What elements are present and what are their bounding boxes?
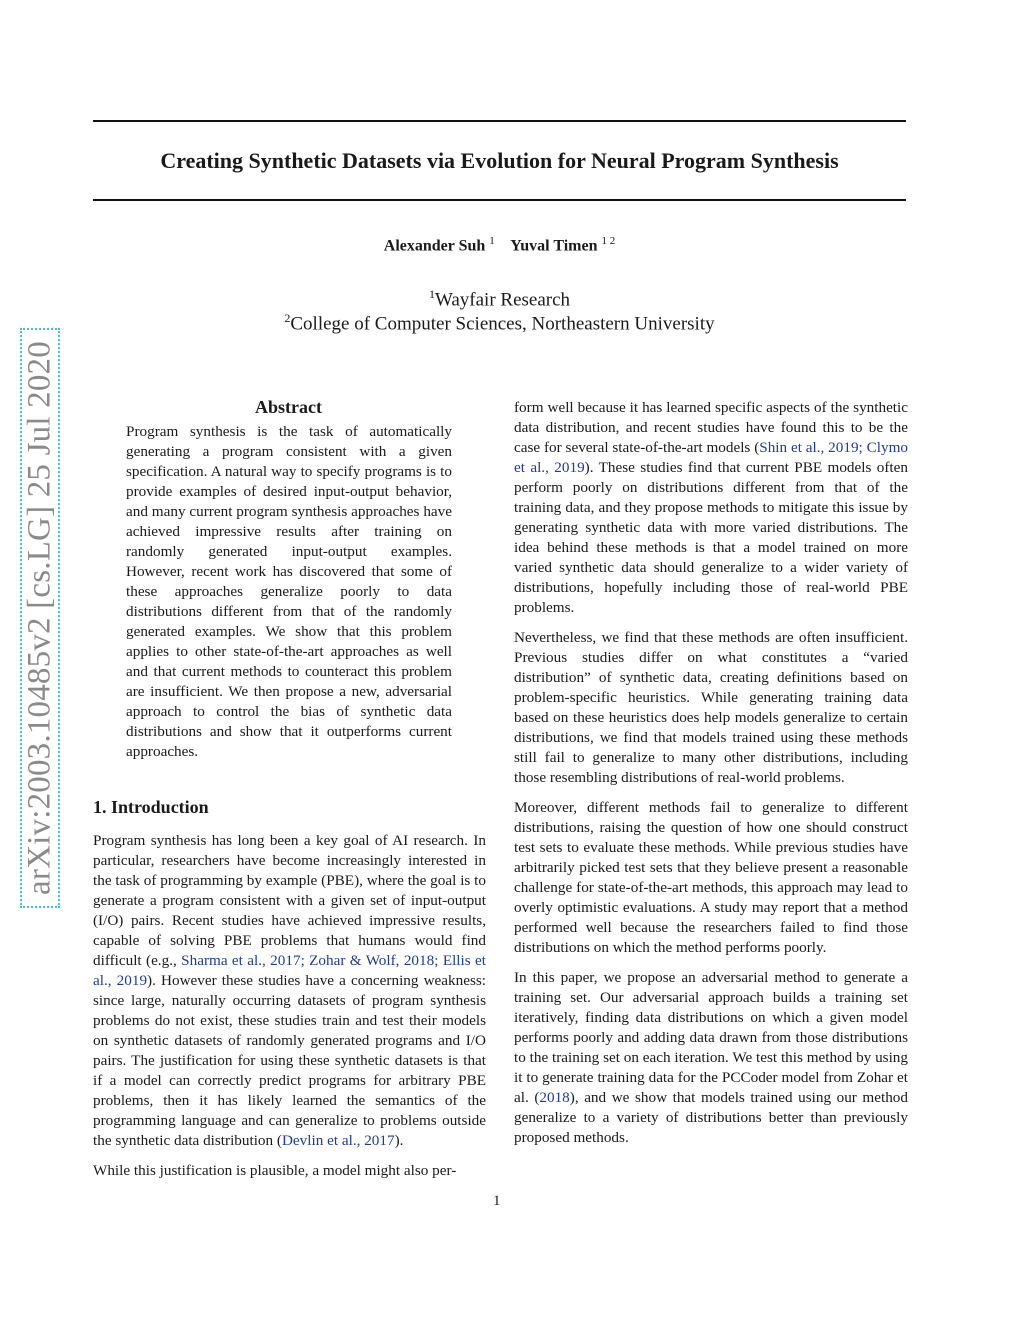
citation-separator: ; [434, 952, 443, 969]
right-paragraph-4 [514, 968, 908, 1148]
intro-body [93, 831, 486, 1181]
abstract-heading: Abstract [255, 397, 322, 417]
paper-title: Creating Synthetic Datasets via Evolution for Neural Program Synthesis [160, 148, 839, 173]
text-run: Program synthesis has long been a key goal of AI research. In particular, researchers have become increasingly interested in the task of programming by example (PBE), where the goal is to generate a program consistent with a given set of input-output (I/O) pairs. Recent studies have achieved impressive results, capable of solving PBE problems that humans would find difficult (e.g., [93, 832, 486, 969]
text-run: ). [394, 1132, 404, 1149]
right-paragraph-2: Nevertheless, we find that these methods are often insufficient. Previous studies differ on what constitutes a “varied distribution” of synthetic data, creating definitions based on problem-specific heuristics. While generating training data based on these heuristics does help models generalize to certain distributions, we find that models trained using these methods still fail to generalize to many other distributions, including those resembling distributions of real-world problems. [514, 629, 908, 786]
author-affil: 1 [489, 235, 495, 247]
page-number: 1 [493, 1193, 501, 1209]
author-affil: 1 2 [601, 235, 616, 247]
author-name: Alexander Suh [383, 237, 486, 255]
right-paragraph-3: Moreover, different methods fail to generalize to different distributions, raising the question of how one should construct test sets to evaluate these methods. While previous studies have arbitrarily picked test sets that they believe present a reasonable challenge for state-of-the-art methods, this approach may lead to overly optimistic evaluations. A study may report that a method performed well because the researchers failed to find those distributions on which the method performs poorly. [514, 799, 908, 956]
affiliation-number: 2 [284, 311, 291, 325]
text-run: ), and we show that models trained using our method generalize to a variety of distributions better than previously proposed methods. [514, 1089, 908, 1146]
text-run: form well because it has learned specific aspects of the synthetic data distribution, and recent studies have found this to be the case for several state-of-the-art models ( [514, 399, 908, 456]
section-heading-introduction: 1. Introduction [93, 797, 209, 817]
affiliation-text: College of Computer Sciences, Northeastern University [290, 313, 715, 335]
citation-link[interactable]: Sharma et al., 2017 [181, 952, 301, 969]
title-bottom-rule [93, 199, 906, 201]
citation-link[interactable]: Shin et al., 2019 [759, 439, 859, 456]
text-run: In this paper, we propose an adversarial method to generate a training set. Our adversarial approach builds a training set iteratively, finding data distributions on which a given model performs poorly and adding data drawn from those distributions to the training set on each iteration. We test this method by using it to generate training data for the PCCoder model from Zohar et al. ( [514, 969, 908, 1106]
intro-paragraph-2: While this justification is plausible, a model might also per- [93, 1162, 457, 1179]
top-rule [93, 120, 906, 122]
citation-separator: ; [858, 439, 867, 456]
affiliation-number: 1 [428, 287, 435, 301]
author-name: Yuval Timen [510, 237, 598, 255]
author-list [93, 235, 906, 255]
citation-link[interactable]: Ellis et al., 2019 [93, 952, 486, 989]
citation-link[interactable]: Zohar & Wolf, 2018 [309, 952, 435, 969]
abstract-text: Program synthesis is the task of automatically generating a program consistent with a given specification. A natural way to specify programs is to provide examples of desired input-output behavior, and many current program synthesis approaches have achieved impressive results after training on randomly generated input-output examples. However, recent work has discovered that some of these approaches generalize poorly to data distributions different from that of the randomly generated examples. We show that this problem applies to other state-of-the-art approaches as well and that current methods to counteract this problem are insufficient. We then propose a new, adversarial approach to control the bias of synthetic data distributions and show that it outperforms current approaches. [126, 423, 452, 760]
affiliation-text: Wayfair Research [434, 289, 571, 311]
text-run: ). These studies find that current PBE models often perform poorly on distributions different from that of the training data, and they propose methods to mitigate this issue by generating synthetic data with more varied distributions. The idea behind these methods is that a model trained on more varied synthetic data should generalize to a wider variety of distributions, hopefully including those of real-world PBE problems. [514, 459, 908, 616]
arxiv-id: arXiv:2003.10485v2 [cs.LG] 25 Jul 2020 [21, 341, 58, 895]
citation-link[interactable]: Clymo et al., 2019 [514, 439, 908, 476]
citation-link[interactable]: Devlin et al., 2017 [281, 1132, 395, 1149]
citation-separator: ; [300, 952, 310, 969]
affiliation-2 [93, 306, 906, 336]
abstract-body [126, 422, 452, 762]
citation-link[interactable]: 2018 [539, 1089, 570, 1106]
right-paragraph-1 [514, 398, 908, 618]
arxiv-stamp[interactable] [20, 328, 60, 908]
text-run: ). However these studies have a concerning weakness: since large, naturally occurring datasets of program synthesis problems do not exist, these studies train and test their models on synthetic datasets of randomly generated programs and I/O pairs. The justification for using these synthetic datasets is that if a model can correctly predict programs for arbitrary PBE problems, then it has likely learned the semantics of the programming language and can generalize to problems outside the synthetic data distribution ( [93, 972, 486, 1149]
intro-paragraph-1 [93, 831, 486, 1151]
right-column [514, 398, 908, 1148]
